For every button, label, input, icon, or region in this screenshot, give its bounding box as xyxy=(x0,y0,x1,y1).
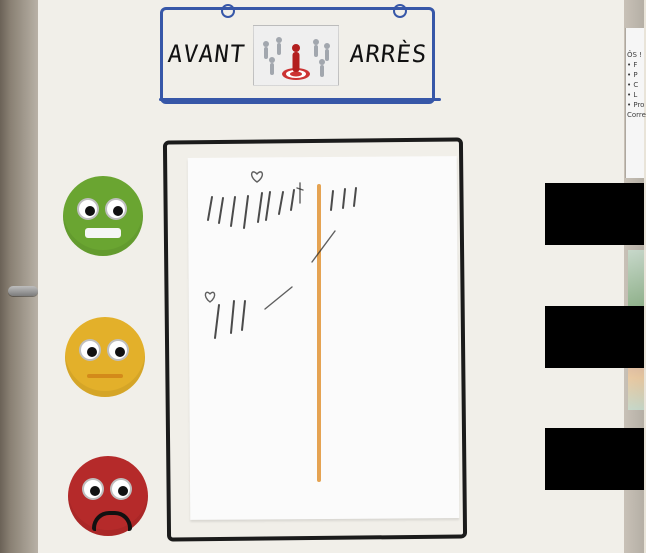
adjacent-line-6: • Pro xyxy=(627,101,645,109)
eye-icon xyxy=(110,478,132,500)
hanging-hook-icon xyxy=(221,4,235,18)
header-left-text: AVANT xyxy=(166,40,247,68)
green-smiley-icon xyxy=(63,176,143,256)
adjacent-line-7: Corre xyxy=(627,111,646,119)
hanging-hook-icon xyxy=(393,4,407,18)
adjacent-sheet-text xyxy=(627,50,645,120)
people-icon xyxy=(254,26,338,85)
red-sad-face-icon xyxy=(68,456,148,536)
eye-icon xyxy=(79,339,101,361)
adjacent-line-1: ÔS ! xyxy=(627,51,642,59)
adjacent-line-4: • C xyxy=(627,81,639,89)
target-people-illustration xyxy=(253,25,339,86)
redaction-block xyxy=(545,306,644,368)
eye-icon xyxy=(107,339,129,361)
adjacent-line-2: • F xyxy=(627,61,638,69)
eye-icon xyxy=(105,198,127,220)
divider-stick xyxy=(317,184,321,482)
yellow-neutral-face-icon xyxy=(65,317,145,397)
adjacent-line-5: • L xyxy=(627,91,638,99)
sad-mouth xyxy=(92,511,132,531)
eye-icon xyxy=(82,478,104,500)
redaction-block xyxy=(545,183,644,245)
door-handle xyxy=(8,286,38,296)
header-right-text: ARRÈS xyxy=(348,40,429,68)
board-shadow xyxy=(0,0,38,553)
redaction-block xyxy=(545,428,644,490)
eye-icon xyxy=(77,198,99,220)
white-voting-sheet xyxy=(188,156,460,520)
smile-mouth xyxy=(85,228,121,238)
adjacent-line-3: • P xyxy=(627,71,638,79)
neutral-mouth xyxy=(87,374,123,378)
